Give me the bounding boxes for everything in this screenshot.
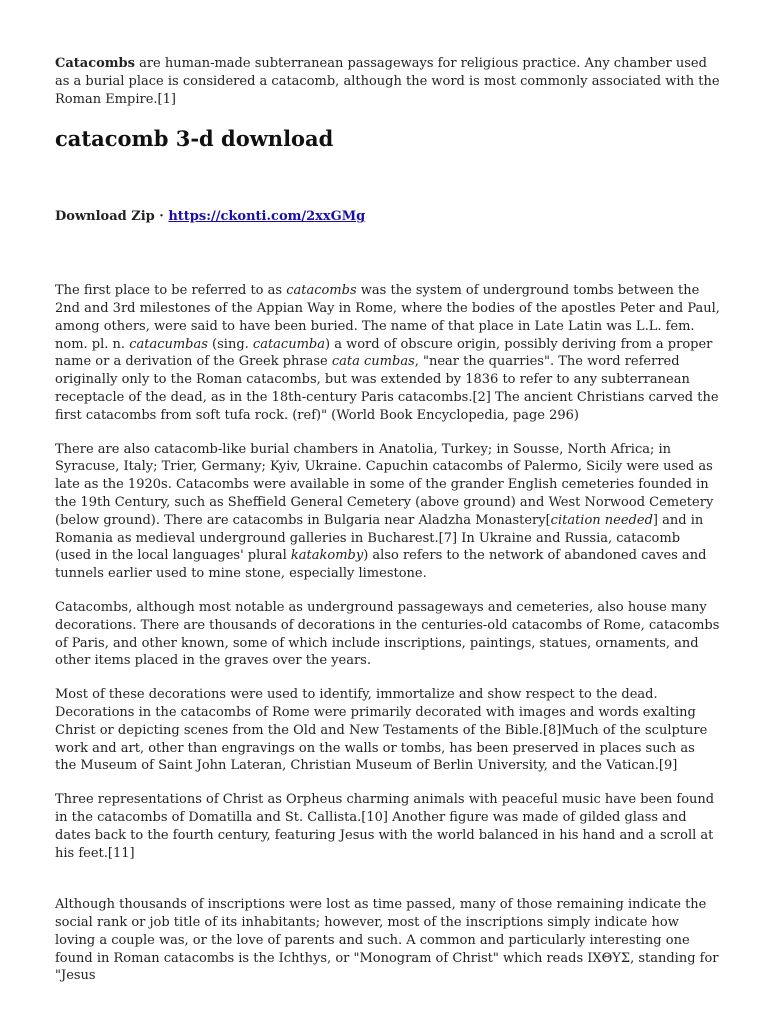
italic-run: catacumbas [129,336,208,352]
intro-paragraph [55,55,720,108]
text-run: ] and in Romania as medieval underground galleries in Bucharest.[7] In Ukraine and Russia, catacomb (used in the local languages' plural [55,512,704,564]
download-link[interactable]: https://ckonti.com/2xxGMg [168,209,366,225]
text-run: was the system of underground tombs between the 2nd and 3rd milestones of the Appian Way in Rome, where the bodies of the apostles Peter and Paul, among others, were said to have been buried. The name of that place in Late Latin was L.L. fem. nom. pl. n. [55,283,720,352]
text-run: , "near the quarries". The word referred originally only to the Roman catacombs, but was extended by 1836 to refer to any subterranean receptacle of the dead, as in the 18th-century Paris catacombs.[2] The ancient Christians carved the first catacombs from soft tufa rock. (ref)" (World Book Encyclopedia, page 296) [55,354,719,423]
article [55,55,720,1001]
download-label: Download Zip · [55,209,169,225]
italic-run: catacumba [252,336,325,352]
download-line [55,208,720,226]
text-run: ) also refers to the network of abandoned caves and tunnels earlier used to mine stone, especially limestone. [55,548,707,582]
intro-text: are human-made subterranean passageways for religious practice. Any chamber used as a burial place is considered a catacomb, although the word is most commonly associated with the Roman Empire.[1] [55,56,720,107]
italic-run: cata cumbas [331,354,415,370]
intro-term: Catacombs [55,56,135,71]
italic-run: katakomby [290,548,364,564]
text-run: ) a word of obscure origin, possibly deriving from a proper name or a derivation of the Greek phrase [55,336,713,370]
text-run: There are also catacomb-like burial chambers in Anatolia, Turkey; in Sousse, North Africa; in Syracuse, Italy; Trier, Germany; Kyiv, Ukraine. Capuchin catacombs of Palermo, Sicily were used as late as the 1920s. Catacombs were available in some of the grander English cemeteries founded in the 19th Century, such as Sheffield General Cemetery (above ground) and West Norwood Cemetery (below ground). There are catacombs in Bulgaria near Aladzha Monastery[ [55,441,714,528]
italic-run: catacombs [286,283,357,299]
paragraph-origin [55,282,720,424]
paragraph-locations [55,441,720,583]
text-run: (sing. [207,336,253,352]
page-title: catacomb 3-d download [55,126,334,152]
text-run: The first place to be referred to as [55,283,287,299]
italic-run: citation needed [550,512,653,528]
paragraph-inscriptions: Although thousands of inscriptions were lost as time passed, many of those remaining indicate the social rank or job title of its inhabitants; however, most of the inscriptions simply indicate how loving a couple was, or the love of parents and such. A common and particularly interesting one found in Roman catacombs is the Ichthys, or "Monogram of Christ" which reads ΙΧΘΥΣ, standing for "Jesus [55,897,719,984]
paragraph-orpheus: Three representations of Christ as Orpheus charming animals with peaceful music have been found in the catacombs of Domatilla and St. Callista.[10] Another figure was made of gilded glass and dates back to the fourth century, featuring Jesus with the world balanced in his hand and a scroll at his feet.[11] [55,792,715,861]
paragraph-respect: Most of these decorations were used to identify, immortalize and show respect to the dead. Decorations in the catacombs of Rome were primarily decorated with images and words exalting Christ or depicting scenes from the Old and New Testaments of the Bible.[8]Much of the sculpture work and art, other than engravings on the walls or tombs, has been preserved in places such as the Museum of Saint John Lateran, Christian Museum of Berlin University, and the Vatican.[9] [55,687,708,774]
paragraph-decorations: Catacombs, although most notable as underground passageways and cemeteries, also house many decorations. There are thousands of decorations in the centuries-old catacombs of Rome, catacombs of Paris, and other known, some of which include inscriptions, paintings, statues, ornaments, and other items placed in the graves over the years. [55,599,720,669]
